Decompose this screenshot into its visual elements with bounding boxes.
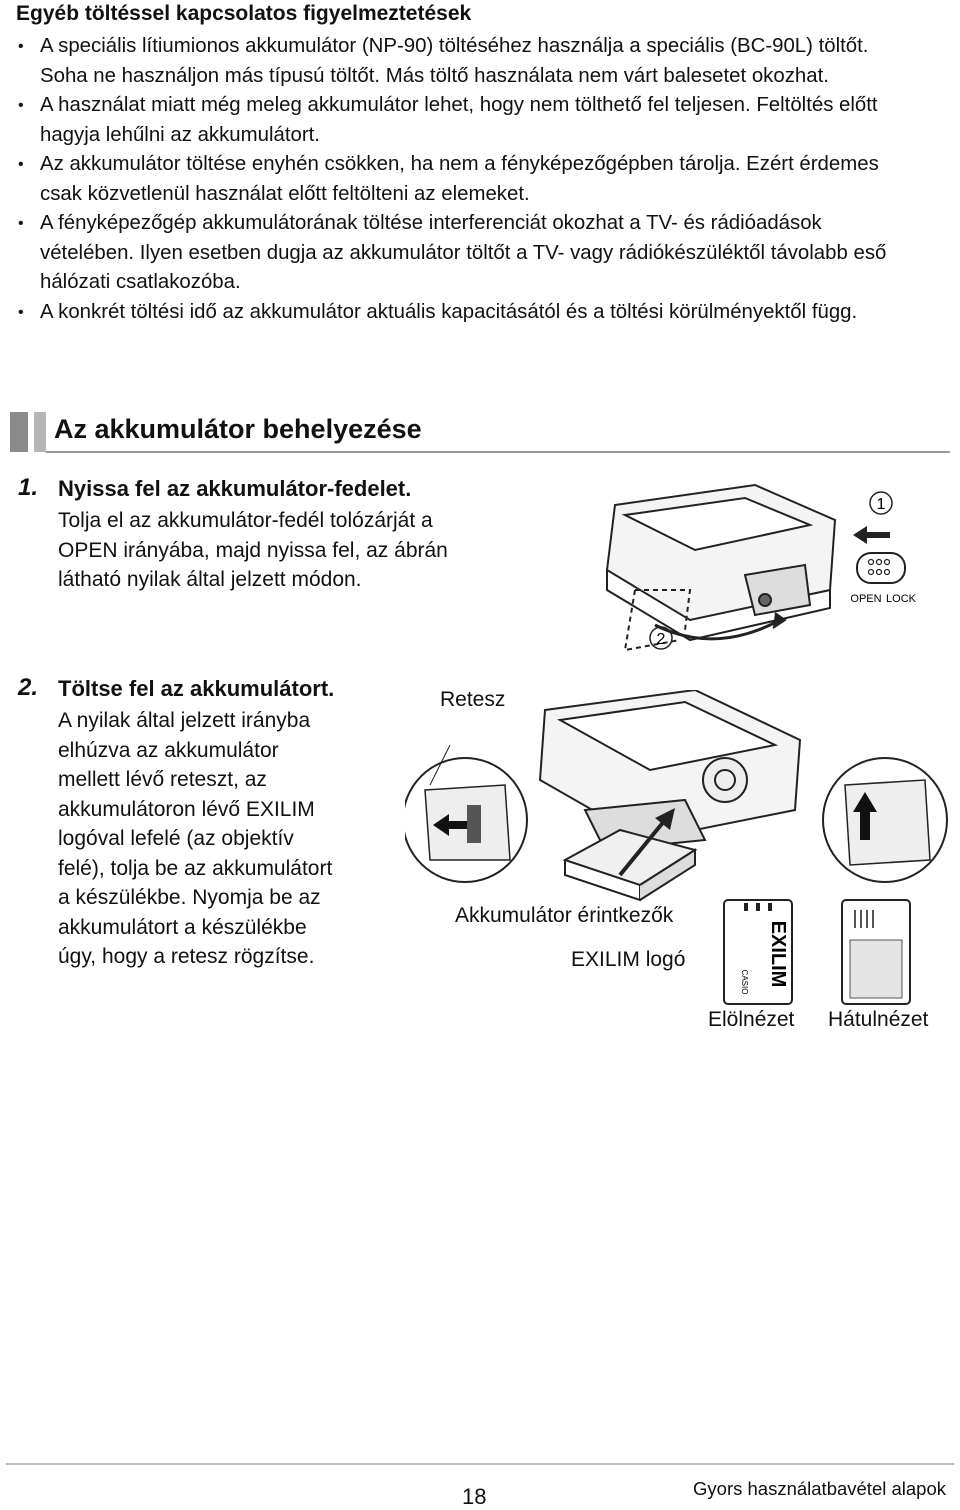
warning-item: • A fényképezőgép akkumulátorának töltése interferenciát okozhat a TV- és rádióadások vételében. Ilyen esetben dugja az akkumulátor töltőt a TV- vagy rádiókészüléktől távolabb eső hálózati csatlakozóba. (14, 209, 914, 298)
step-2-line: akkumulátoron lévő EXILIM (58, 797, 315, 821)
section-header (10, 412, 950, 452)
circle-1-text: 1 (876, 496, 886, 513)
footer-section-name: Gyors használatbavétel alapok (693, 1478, 946, 1499)
open-label: OPEN (850, 593, 882, 605)
page-number: 18 (462, 1484, 487, 1509)
step-2-line: A nyilak által jelzett irányba (58, 709, 311, 732)
step-2-line: a készülékbe. Nyomja be az (58, 886, 321, 909)
contacts-label: Akkumulátor érintkezők (455, 904, 674, 927)
step-1-line: OPEN irányába, majd nyissa fel, az ábrán (58, 538, 448, 562)
warning-item: • Az akkumulátor töltése enyhén csökken, ha nem a fényképezőgépben tárolja. Ezért érdemes csak közvetlenül használat előtt feltölteni az elemeket. (14, 150, 914, 209)
battery-views (722, 898, 922, 1008)
battery-front-view (724, 900, 792, 1004)
warnings-list (14, 32, 914, 327)
latch-closeup-illustration (405, 745, 527, 882)
front-view-label: Elölnézet (708, 1008, 795, 1031)
step-2-line: mellett lévő reteszt, az (58, 768, 267, 791)
warning-item: • A speciális lítiumionos akkumulátor (NP-90) töltéséhez használja a speciális (BC-90L) töltőt. Soha ne használjon más típusú töltőt. Más töltő használata nem várt balesetet okozhat. (14, 32, 914, 91)
step-1-title: Nyissa fel az akkumulátor-fedelet. (58, 476, 412, 501)
step-2-line: akkumulátort a készülékbe (58, 915, 307, 939)
step-2-line: felé), tolja be az akkumulátort (58, 856, 333, 880)
warning-item: • A konkrét töltési idő az akkumulátor aktuális kapacitásától és a töltési körülményektől függ. (14, 298, 914, 328)
battery-exilim-text: EXILIM (767, 920, 789, 988)
section-bar-dark (10, 412, 28, 452)
battery-back-view (842, 900, 910, 1004)
footer-rule (6, 1463, 954, 1465)
lock-label: LOCK (886, 593, 916, 605)
retesz-label: Retesz (440, 688, 506, 711)
warnings-heading: Egyéb töltéssel kapcsolatos figyelmeztetések (16, 2, 472, 25)
step-2-line: úgy, hogy a retesz rögzítse. (58, 945, 315, 968)
battery-casio-text: CASIO (740, 969, 749, 995)
section-bar-light (34, 412, 46, 452)
figure-battery-insert (405, 690, 955, 915)
step-1-number: 1. (18, 474, 39, 501)
step-2-number: 2. (18, 674, 39, 701)
section-title: Az akkumulátor behelyezése (54, 414, 422, 444)
step-1-line: látható nyilak által jelzett módon. (58, 568, 362, 591)
exilim-logo-label: EXILIM logó (571, 948, 686, 971)
figure-battery-cover (595, 480, 950, 660)
battery-slot-closeup-illustration (823, 758, 947, 882)
step-2-body (58, 706, 332, 972)
step-2-line: elhúzva az akkumulátor (58, 738, 279, 762)
warning-item: • A használat miatt még meleg akkumulátor lehet, hogy nem tölthető fel teljesen. Feltöltés előtt hagyja lehűlni az akkumulátort. (14, 91, 914, 150)
back-view-label: Hátulnézet (828, 1008, 929, 1031)
step-1-line: Tolja el az akkumulátor-fedél tolózárját a (58, 509, 433, 532)
lock-switch-illustration (850, 492, 916, 605)
step-2-title: Töltse fel az akkumulátort. (58, 676, 335, 701)
section-rule (46, 451, 950, 453)
camera-body-illustration (607, 485, 835, 650)
step-2-line: logóval lefelé (az objektív (58, 827, 294, 850)
circle-2-text: 2 (656, 631, 666, 648)
step-1-body (58, 506, 448, 595)
